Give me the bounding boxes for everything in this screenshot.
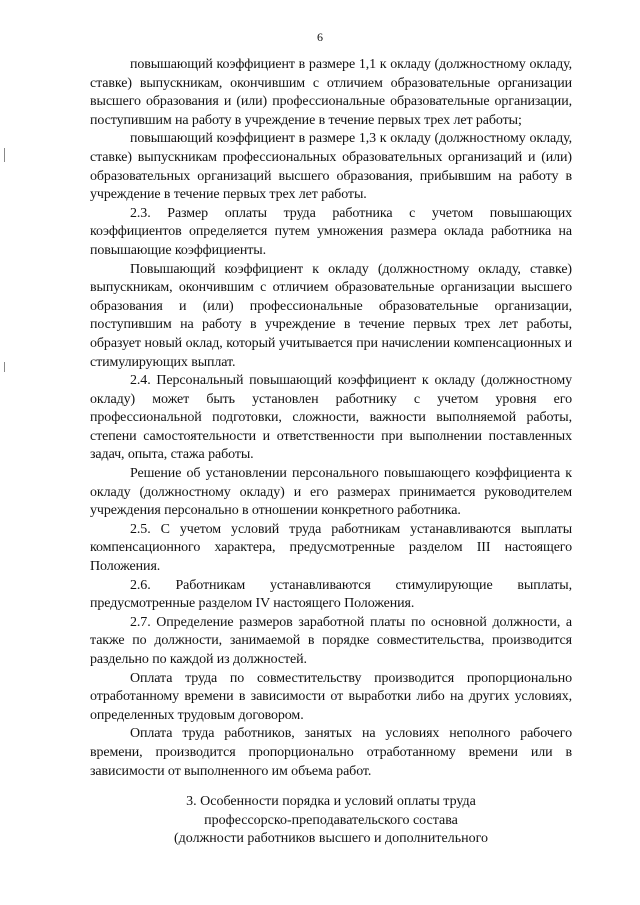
paragraph: 2.5. С учетом условий труда работникам устанавливаются выплаты компенсационного характера, предусмотренные разделом III настоящего Положения. [90,521,572,575]
paragraph: повышающий коэффициент в размере 1,3 к окладу (должностному окладу, ставке) выпускникам профессиональных образовательных организаций и (или) образовательных организаций высшего образования, прибывшим на работу в учреждение в течение первых трех лет работы. [90,131,572,203]
paragraph: Повышающий коэффициент к окладу (должностному окладу, ставке) выпускникам, окончившим с отличием образовательные организации высшего образования и (или) профессиональные образовательные организации, поступившим на работу в учреждение в течение первых трех лет работы, образует новый оклад, который учитывается при начислении компенсационных и стимулирующих выплат. [90,261,572,370]
paragraph: 2.6. Работникам устанавливаются стимулирующие выплаты, предусмотренные разделом IV настоящего Положения. [90,577,572,612]
section-heading-line: профессорско-преподавательского состава [204,812,458,828]
paragraph: 2.4. Персональный повышающий коэффициент к окладу (должностному окладу) может быть установлен работнику с учетом уровня его профессиональной подготовки, сложности, важности выполняемой работы, степени самостоятельности и ответственности при выполнении поставленных задач, опыта, стажа работы. [90,373,572,463]
scan-margin-mark [4,148,5,162]
paragraph: 2.3. Размер оплаты труда работника с учетом повышающих коэффициентов определяется путем умножения размера оклада работника на повышающие коэффициенты. [90,205,572,258]
document-body [90,56,572,781]
paragraph: Оплата труда по совместительству производится пропорционально отработанному времени в зависимости от выработки либо на других условиях, определенных трудовым договором. [90,670,572,723]
scan-margin-mark [4,362,5,372]
section-heading [90,793,572,849]
page-number: 6 [317,30,323,44]
paragraph: Оплата труда работников, занятых на условиях неполного рабочего времени, производится пропорционально отработанному времени или в зависимости от выполненного им объема работ. [90,726,572,779]
paragraph: повышающий коэффициент в размере 1,1 к окладу (должностному окладу, ставке) выпускникам, окончившим с отличием образовательные организации высшего образования и (или) профессиональные образовательные организации, поступившим на работу в учреждение в течение первых трех лет работы; [90,57,572,128]
section-heading-line: 3. Особенности порядка и условий оплаты труда [186,794,476,809]
paragraph: Решение об установлении персонального повышающего коэффициента к окладу (должностному окладу) и его размерах принимается руководителем учреждения персонально в отношении конкретного работника. [90,466,572,519]
paragraph: 2.7. Определение размеров заработной платы по основной должности, а также по должности, занимаемой в порядке совместительства, производится раздельно по каждой из должностей. [90,614,572,667]
section-heading-line: (должности работников высшего и дополнительного [174,831,488,847]
